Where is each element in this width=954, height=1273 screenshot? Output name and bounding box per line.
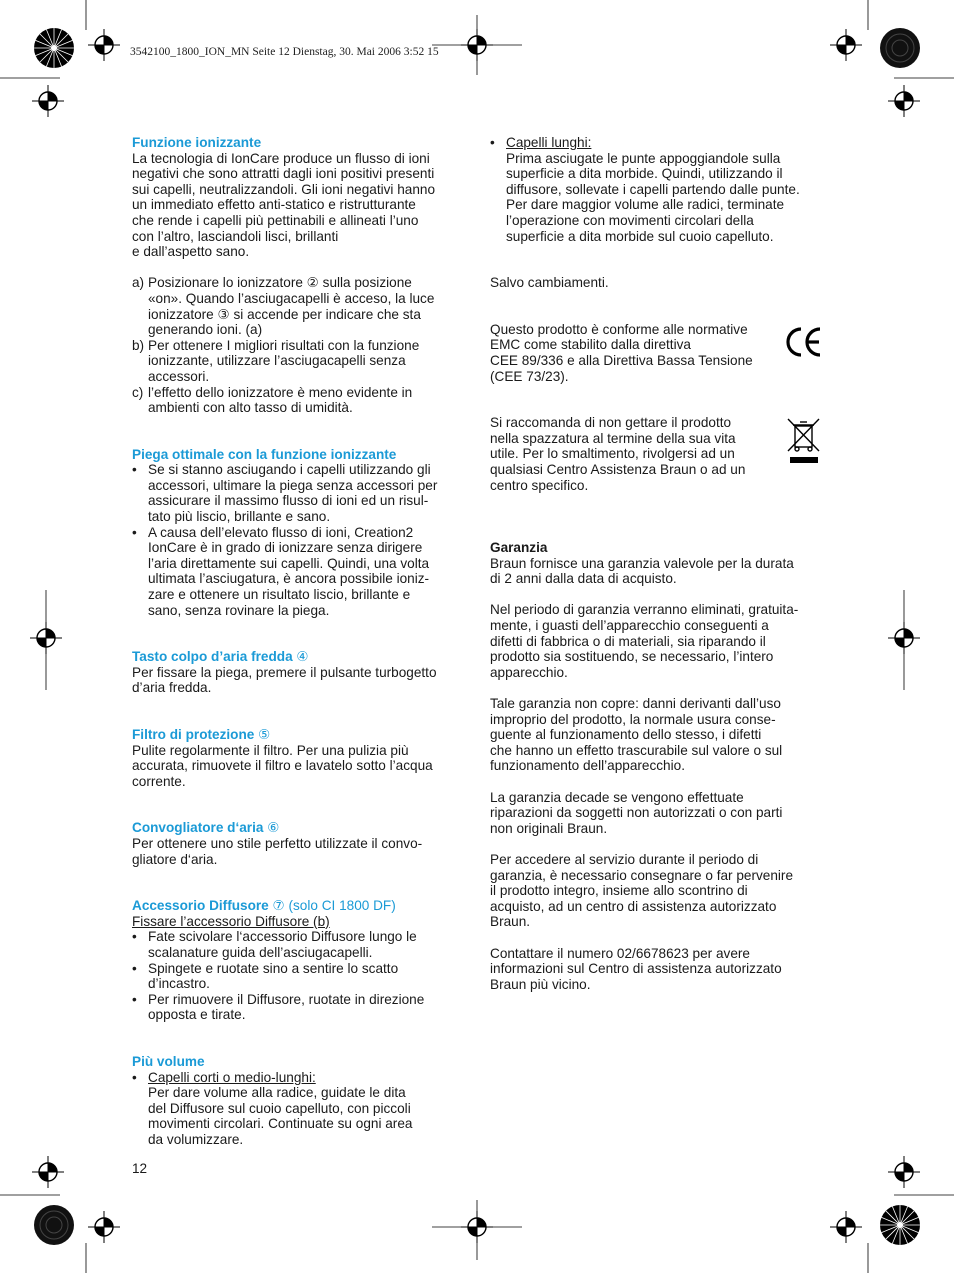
bullet-icon: • [132,960,137,976]
item-text: Per rimuovere il Diffusore, ruotate in direzione opposta e tirate. [148,991,425,1023]
ce-mark-icon [786,326,824,358]
list-item [132,961,467,992]
item-text: Prima asciugate le punte appoggiandole sulla superficie a dita morbide. Quindi, utilizzando il diffusore, sollevate i capelli partendo dalle punte. Per dare maggior volume alle radici, terminate l’operazione con movimenti circolari della superficie a dita morbide sul cuoio capelluto. [506,150,800,244]
section-title: Accessorio Diffusore ⑦ (solo CI 1800 DF) [132,898,396,914]
list-item [132,929,467,960]
item-text: Fate scivolare l‘accessorio Diffusore lungo le scalanature guida dell’asciugacapelli. [148,929,417,960]
section-filter [132,727,467,789]
list-item [490,135,826,244]
print-slug-header: 3542100_1800_ION_MN Seite 12 Dienstag, 30. Mai 2006 3:52 15 [130,46,439,58]
section-title: Tasto colpo d’aria fredda ④ [132,649,309,665]
section-ionizer [132,135,467,416]
list-item [132,462,467,524]
item-text: A causa dell’elevato flusso di ioni, Creation2 IonCare è in grado di ionizzare senza dirigere l’aria direttamente sui capelli. Quindi, una volta ultimata l’asciugatura, è ancora possibile ioniz- zare e ottenere un risultato liscio, brillante e sano, senza rovinare la piega. [148,524,430,618]
section-volume [132,1054,467,1148]
paragraph: Per ottenere uno stile perfetto utilizzate il convo- gliatore d‘aria. [132,835,423,867]
subtitle: Fissare l’accessorio Diffusore (b) [132,913,330,929]
section-title: Filtro di protezione ⑤ [132,727,271,742]
disposal-text: Si raccomanda di non gettare il prodotto nella spazzatura al termine della sua vita utile. Per lo smaltimento, rivolgersi ad un qualsiasi Centro Assistenza Braun o ad un centro specifico. [490,415,746,493]
item-label: c) [132,384,144,400]
warranty-paragraph: Tale garanzia non copre: danni derivanti dall’uso improprio del prodotto, la normale usura conse- guente al funzionamento dello stesso, i difetti che hanno un effetto trascurabile sul valore o sul funzionamento dell’apparecchio. [490,696,783,774]
warranty-paragraph: Nel periodo di garanzia verranno eliminati, gratuita- mente, i guasti dell’apparecchio conseguenti a difetti di fabbrica o di materiali, sia riparando il prodotto sia sostituendo, se necessario, l’intero apparecchio. [490,602,799,680]
item-text: Per ottenere I migliori risultati con la funzione ionizzante, utilizzare l’asciugacapelli senza accessori. [148,337,420,384]
item-label: a) [132,275,145,291]
crossed-bin-icon [786,417,822,465]
section-title: Piega ottimale con la funzione ionizzante [132,446,397,462]
list-item [132,385,467,416]
bullet-icon: • [132,462,137,478]
right-column [490,135,826,992]
list-item [132,992,467,1023]
section-diffuser [132,898,467,1023]
left-column [132,135,467,1147]
page-number: 12 [132,1161,148,1176]
section-cold-shot [132,649,467,696]
section-title: Più volume [132,1053,205,1069]
paragraph: La tecnologia di IonCare produce un flusso di ioni negativi che sono attratti dagli ioni positivi presenti sui capelli, neutralizzandoli. Gli ioni negativi hanno un immediato effetto anti-statico e ristrutturante che rende i capelli più pettinabili e allineati l’uno con l’altro, lasciandoli lisci, brillanti e dall’aspetto sano. [132,150,436,260]
warranty-paragraph: Per accedere al servizio durante il periodo di garanzia, è necessario consegnare o far pervenire il prodotto integro, insieme allo scontrino di acquisto, ad un centro di assistenza autorizzato Braun. [490,851,794,930]
changes-note: Salvo cambiamenti. [490,275,609,291]
paragraph: Per fissare la piega, premere il pulsante turbogetto d’aria fredda. [132,664,437,696]
item-text: Per dare volume alla radice, guidate le dita del Diffusore sul cuoio capelluto, con piccoli movimenti circolari. Continuate su ogni area da volumizzare. [148,1085,413,1147]
item-label: Capelli lunghi: [506,135,592,150]
warranty-paragraph: La garanzia decade se vengono effettuate riparazioni da soggetti non autorizzati o con parti non originali Braun. [490,789,783,836]
warranty-paragraph: Contattare il numero 02/6678623 per avere informazioni sul Centro di assistenza autorizzato Braun più vicino. [490,945,782,992]
warranty-title: Garanzia [490,540,548,556]
callout-number: ⑥ [267,820,280,836]
bullet-icon: • [132,991,137,1007]
item-label: Capelli corti o medio-lunghi: [148,1069,316,1085]
section-styling [132,447,467,619]
section-title: Funzione ionizzante [132,135,262,150]
item-text: Se si stanno asciugando i capelli utilizzando gli accessori, ultimare la piega senza accessori per assicurare il massimo flusso di ioni ed un risul- tato più liscio, brillante e sano. [148,462,438,525]
warranty-paragraph: Braun fornisce una garanzia valevole per la durata di 2 anni dalla data di acquisto. [490,555,794,587]
callout-number: ④ [296,649,309,665]
list-item [132,525,467,619]
item-text: l’effetto dello ionizzatore è meno evidente in ambienti con alto tasso di umidità. [148,384,413,416]
list-item [132,275,467,337]
list-item [132,1070,467,1148]
callout-number: ⑤ [258,727,271,742]
callout-number: ⑦ [272,898,285,914]
model-note: (solo CI 1800 DF) [288,898,396,914]
paragraph: Pulite regolarmente il filtro. Per una pulizia più accurata, rimuovete il filtro e lavatelo sotto l’acqua corrente. [132,742,433,789]
list-item [132,338,467,385]
item-text: Spingete e ruotate sino a sentire lo scatto d’incastro. [148,960,399,992]
section-title: Convogliatore d‘aria ⑥ [132,820,280,836]
ce-conformity-text: Questo prodotto è conforme alle normative EMC come stabilito dalla direttiva CEE 89/336 e alla Direttiva Bassa Tensione (CEE 73/23). [490,321,753,384]
bullet-icon: • [132,1069,137,1085]
bullet-icon: • [132,524,137,540]
item-text: Posizionare lo ionizzatore ② sulla posizione «on». Quando l’asciugacapelli è acceso, la luce ionizzatore ③ si accende per indicare che sta generando ioni. (a) [148,275,435,338]
item-label: b) [132,337,145,353]
bullet-icon: • [132,929,137,945]
section-nozzle [132,820,467,867]
bullet-icon: • [490,135,495,150]
